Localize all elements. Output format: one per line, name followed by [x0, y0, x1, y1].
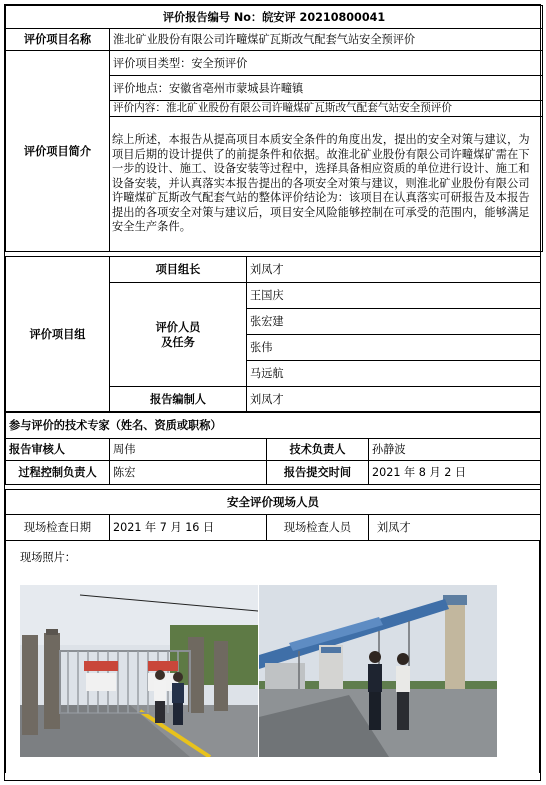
evaluation-report-form	[4, 4, 541, 781]
project-type: 评价项目类型：安全预评价	[110, 51, 543, 76]
report-number: 评价报告编号 No：皖安评 20210800041	[6, 6, 543, 29]
conveyor-photo-image	[259, 585, 497, 757]
process-control-label: 过程控制负责人	[6, 461, 110, 485]
gate-photo-image	[20, 585, 258, 757]
group-section	[5, 256, 540, 773]
tech-lead-name: 孙静波	[369, 439, 541, 461]
members-label-line2: 及任务	[161, 335, 195, 349]
brief-label: 评价项目简介	[6, 51, 110, 252]
project-name-label: 评价项目名称	[6, 29, 110, 51]
evaluation-summary: 综上所述，本报告从提高项目本质安全条件的角度出发，提出的安全对策与建议，为项目后期的设计提供了的前提条件和依据。故淮北矿业股份有限公司许疃煤矿需在下一步的设计、施工、设备安装等过程中，选择具备相应资质的单位进行设计、施工和设备安装，并认真落实本报告提出的各项安全对策与建议，则淮北矿业股份有限公司许疃煤矿瓦斯改气配套气站的整体评价结论为：该项目在认真落实可研报告及本报告提出的各项安全对策与建议后，项目安全风险能够控制在可承受的范围内，能够满足安全生产条件。	[110, 117, 543, 252]
member-name: 王国庆	[247, 283, 541, 309]
submit-time-label: 报告提交时间	[267, 461, 369, 485]
project-name: 淮北矿业股份有限公司许疃煤矿瓦斯改气配套气站安全预评价	[110, 29, 543, 51]
project-content: 评价内容：淮北矿业股份有限公司许疃煤矿瓦斯改气配套气站安全预评价	[110, 101, 543, 117]
check-date: 2021 年 7 月 16 日	[110, 515, 267, 541]
reviewer-name: 周伟	[110, 439, 267, 461]
leader-name: 刘凤才	[247, 257, 541, 283]
member-name: 张宏建	[247, 309, 541, 335]
onsite-personnel-title: 安全评价现场人员	[6, 490, 541, 515]
writer-label: 报告编制人	[110, 387, 247, 412]
members-label	[110, 283, 247, 387]
site-photos-section	[5, 541, 540, 773]
experts-label: 参与评价的技术专家（姓名、资质或职称）	[6, 413, 541, 439]
site-photo-conveyor	[259, 585, 497, 757]
members-label-line1: 评价人员	[155, 320, 201, 334]
check-person: 刘凤才	[369, 515, 541, 541]
member-name: 马远航	[247, 361, 541, 387]
check-date-label: 现场检查日期	[6, 515, 110, 541]
report-table	[5, 5, 543, 252]
reviewer-label: 报告审核人	[6, 439, 110, 461]
check-person-label: 现场检查人员	[267, 515, 369, 541]
writer-name: 刘凤才	[247, 387, 541, 412]
project-location: 评价地点：安徽省亳州市蒙城县许疃镇	[110, 76, 543, 101]
group-label: 评价项目组	[6, 257, 110, 412]
leader-label: 项目组长	[110, 257, 247, 283]
site-photos-label: 现场照片：	[20, 551, 76, 564]
submit-time: 2021 年 8 月 2 日	[369, 461, 541, 485]
tech-lead-label: 技术负责人	[267, 439, 369, 461]
site-photo-gate	[20, 585, 258, 757]
process-control-name: 陈宏	[110, 461, 267, 485]
member-name: 张伟	[247, 335, 541, 361]
